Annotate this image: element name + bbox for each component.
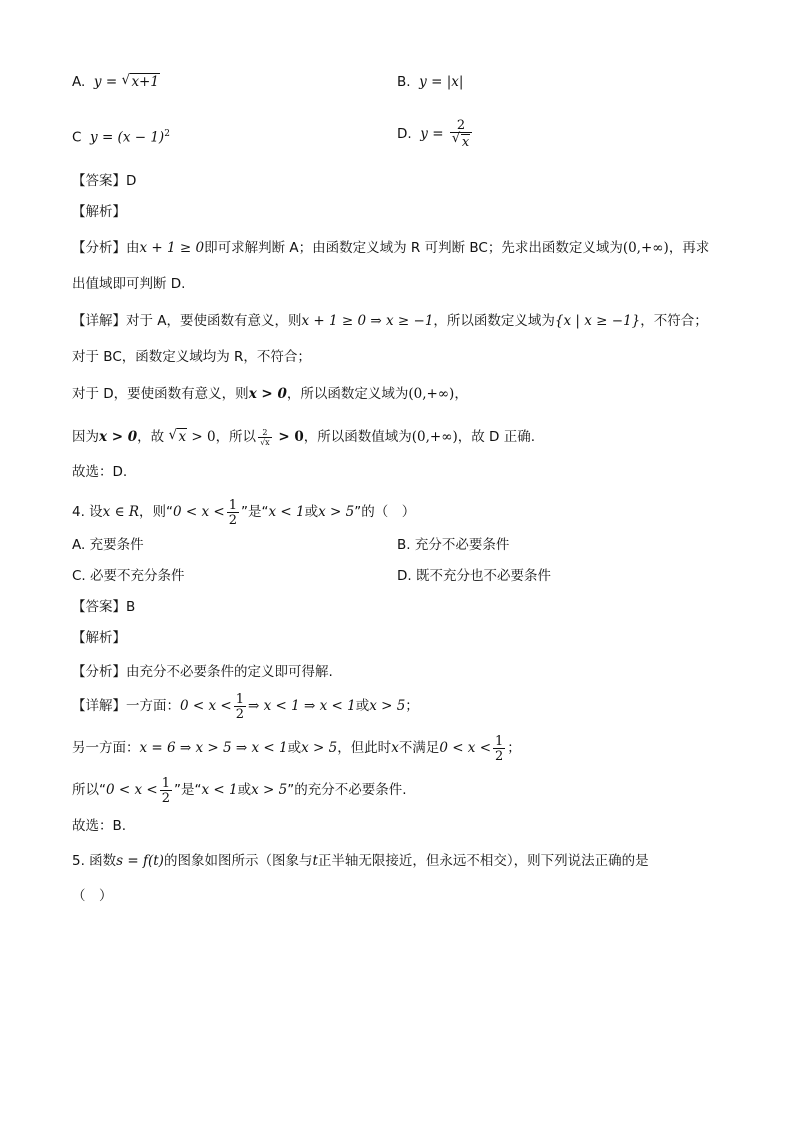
- q4-option-a: A. 充要条件: [72, 537, 144, 553]
- math: {x | x ≥ −1}: [554, 313, 641, 329]
- text: 或: [287, 740, 302, 756]
- exponent: 2: [164, 129, 170, 139]
- text: ；: [507, 740, 521, 756]
- text: 另一方面：: [72, 740, 140, 756]
- option-label: A.: [72, 74, 86, 90]
- fraction: [450, 119, 472, 151]
- radicand: x: [461, 134, 470, 150]
- denominator: 2: [228, 512, 238, 528]
- numerator: 1: [161, 775, 170, 791]
- math: x > 0: [99, 429, 138, 445]
- numerator: 1: [235, 691, 244, 707]
- math: y: [420, 126, 428, 142]
- math: y = (x − 1): [90, 129, 165, 146]
- q4-option-c: C. 必要不充分条件: [72, 568, 185, 584]
- answer-value: D: [126, 173, 137, 189]
- math: 0 < x <: [173, 504, 225, 520]
- q3-option-a: A. y = √ x+1: [72, 72, 160, 92]
- q4-analysis: [72, 662, 333, 682]
- numerator: 1: [495, 733, 504, 749]
- answer-value: B: [126, 599, 136, 615]
- math: y: [93, 74, 102, 90]
- text: ，不符合；: [640, 313, 708, 329]
- q3-conclusion: 故选：D.: [72, 464, 128, 480]
- numerator: 2: [262, 427, 268, 437]
- math: x < 1: [201, 782, 238, 798]
- answer-tag: 【答案】: [72, 599, 126, 615]
- math: x ∈ R: [102, 504, 140, 520]
- text: ，所以: [215, 429, 257, 445]
- denominator: 2: [495, 748, 504, 764]
- denominator: 2: [161, 790, 170, 806]
- q4-answer: [72, 597, 135, 617]
- math: (0,+∞): [411, 429, 458, 445]
- text: 一方面：: [126, 698, 180, 714]
- math: 0 < x <: [106, 782, 158, 798]
- q4-conclusion: 故选：B.: [72, 818, 127, 834]
- sqrt: [168, 424, 187, 450]
- q3-analysis-line1: [72, 238, 709, 258]
- math: x > 5: [318, 504, 355, 520]
- q3-option-b: B. y = |x|: [397, 74, 464, 90]
- math: (0,+∞): [622, 240, 669, 256]
- q4-detail-line2: [72, 730, 521, 766]
- math: x > 0: [248, 386, 287, 402]
- numerator: 1: [228, 497, 238, 513]
- text: ”的（ ）: [354, 504, 416, 520]
- text: 对于 A，要使函数有意义，则: [126, 313, 302, 329]
- math: x + 1 ≥ 0: [139, 240, 205, 256]
- numerator: 2: [456, 117, 466, 133]
- q3-detail-line1: [72, 311, 708, 331]
- math: x: [391, 740, 399, 756]
- text: 或: [355, 698, 370, 714]
- analysis-tag: 【分析】: [72, 664, 126, 680]
- text: 5. 函数: [72, 853, 117, 869]
- text: 对于 D，要使函数有意义，则: [72, 386, 249, 402]
- text: ，所以函数值域为: [303, 429, 412, 445]
- math: t: [312, 853, 318, 869]
- q3-analysis-line2: 出值域即可判断 D.: [72, 276, 186, 292]
- text: 即可求解判断 A；由函数定义域为 R 可判断 BC；先求出函数定义域为: [204, 240, 623, 256]
- text: 的图象如图所示（图象与: [163, 853, 313, 869]
- q4-detail-line1: [72, 688, 419, 724]
- q4-detail-line3: [72, 772, 407, 808]
- answer-tag: 【答案】: [72, 173, 126, 189]
- math: > 0: [273, 429, 304, 445]
- text: ，但此时: [337, 740, 392, 756]
- q3-detail-line2: 对于 BC，函数定义域均为 R，不符合；: [72, 349, 311, 365]
- q3-detail-line4: [72, 424, 535, 450]
- text: ，故: [137, 429, 165, 445]
- option-label: C: [72, 129, 82, 146]
- sqrt: [452, 134, 470, 151]
- math: x > 5: [369, 698, 406, 714]
- math: x + 1 ≥ 0 ⇒ x ≥ −1: [301, 313, 434, 329]
- option-label: D.: [397, 126, 412, 142]
- q4-analysis-heading: 【解析】: [72, 630, 126, 646]
- detail-tag: 【详解】: [72, 698, 126, 714]
- text: ；: [405, 698, 419, 714]
- text: 由: [126, 240, 140, 256]
- math: x: [451, 74, 459, 90]
- text: 或: [237, 782, 252, 798]
- math: > 0: [187, 429, 216, 445]
- q3-option-c: [72, 124, 170, 148]
- q4-option-d: D. 既不充分也不必要条件: [397, 568, 551, 584]
- fraction: [258, 429, 272, 447]
- text: 或: [304, 504, 319, 520]
- text: 不满足: [398, 740, 440, 756]
- analysis-tag: 【分析】: [72, 240, 126, 256]
- q3-analysis-heading: 【解析】: [72, 204, 126, 220]
- denominator: 2: [235, 706, 244, 722]
- q3-detail-line3: [72, 384, 468, 404]
- math: 0 < x <: [180, 698, 232, 714]
- fraction: [234, 693, 246, 721]
- fraction: [227, 499, 239, 527]
- math: x > 5: [301, 740, 338, 756]
- text: ”的充分不必要条件.: [287, 782, 407, 798]
- text: ”是“: [241, 504, 269, 520]
- q3-answer: [72, 171, 136, 191]
- text: ”是“: [173, 782, 202, 798]
- text: ，故 D 正确.: [457, 429, 536, 445]
- sqrt: [121, 72, 160, 92]
- text: 正半轴无限接近，但永远不相交），则下列说法正确的是: [317, 853, 649, 869]
- q4-option-b: B. 充分不必要条件: [397, 537, 510, 553]
- fraction: [493, 735, 505, 763]
- math: y: [419, 74, 427, 90]
- math: x < 1: [268, 504, 305, 520]
- text: ，所以函数定义域为: [433, 313, 555, 329]
- text: 所以“: [72, 782, 106, 798]
- q4-stem: [72, 494, 415, 530]
- fraction: [160, 777, 172, 805]
- math: x = 6 ⇒ x > 5 ⇒ x < 1: [139, 740, 288, 756]
- detail-tag: 【详解】: [72, 313, 126, 329]
- q5-stem-line2: （ ）: [72, 888, 113, 904]
- option-label: B.: [397, 74, 411, 90]
- text: 由充分不必要条件的定义即可得解.: [126, 664, 333, 680]
- text: ，: [454, 386, 468, 402]
- text: ，再求: [668, 240, 710, 256]
- q3-option-d: D. y = 2 √ x: [397, 116, 474, 152]
- math: x > 5: [251, 782, 288, 798]
- radicand: x+1: [131, 74, 159, 90]
- math: ⇒ x < 1 ⇒ x < 1: [247, 698, 356, 714]
- math: (0,+∞): [408, 386, 455, 402]
- text: ，所以函数定义域为: [286, 386, 409, 402]
- text: 4. 设: [72, 504, 103, 520]
- math: 0 < x <: [439, 740, 492, 756]
- text: ，则“: [139, 504, 174, 520]
- radicand: x: [178, 429, 187, 445]
- q5-stem: [72, 851, 649, 871]
- denominator: √x: [260, 437, 270, 447]
- text: 因为: [72, 429, 99, 445]
- math: s = f(t): [116, 853, 164, 869]
